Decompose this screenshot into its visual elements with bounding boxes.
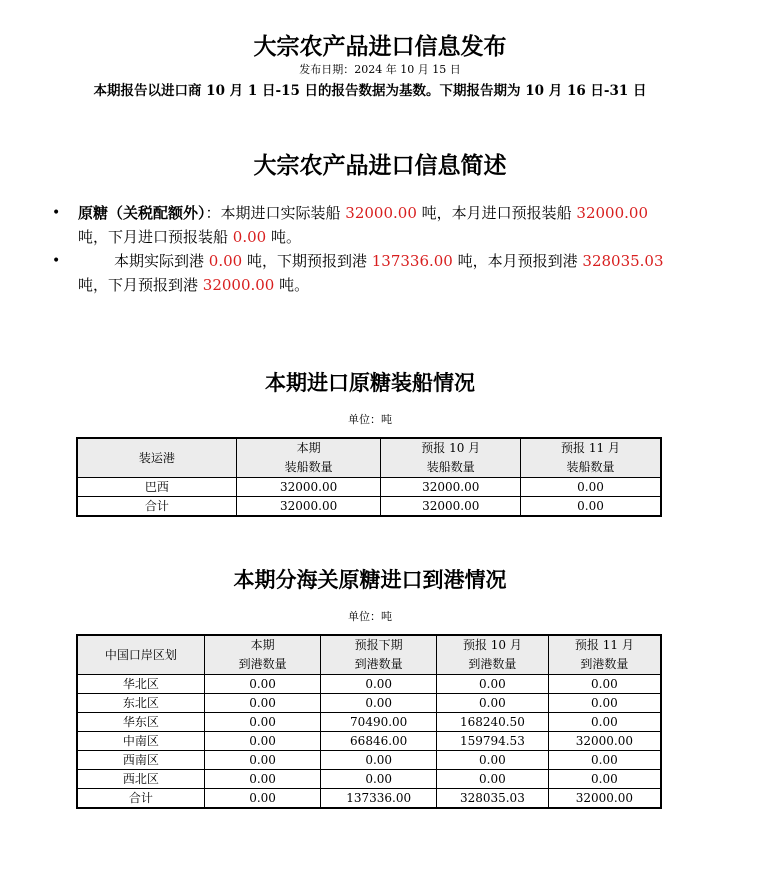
cell: 159794.53 xyxy=(437,732,549,751)
cell: 70490.00 xyxy=(321,713,437,732)
summary-text: 吨。 xyxy=(274,276,310,294)
cell: 合计 xyxy=(77,789,204,809)
cell: 66846.00 xyxy=(321,732,437,751)
summary-text: 吨。 xyxy=(266,228,301,246)
cell: 32000.00 xyxy=(236,478,381,497)
cell: 华东区 xyxy=(77,713,204,732)
arrival-table xyxy=(76,634,662,809)
summary-text: 吨，下月预报到港 xyxy=(78,276,203,294)
cell: 0.00 xyxy=(204,770,320,789)
cell: 32000.00 xyxy=(381,478,521,497)
summary-text: 吨，本月进口预报装船 xyxy=(416,204,577,222)
header-line: 到港数量 xyxy=(238,657,287,671)
value-next-period-arrival: 137336.00 xyxy=(371,252,453,270)
cell: 东北区 xyxy=(77,694,204,713)
cell: 168240.50 xyxy=(437,713,549,732)
table-row xyxy=(77,478,661,497)
cell: 0.00 xyxy=(548,713,661,732)
value-actual-arrived: 0.00 xyxy=(208,252,243,270)
header-line: 本期 xyxy=(250,638,275,652)
header-next-period xyxy=(321,635,437,675)
cell: 32000.00 xyxy=(381,497,521,517)
cell: 0.00 xyxy=(548,770,661,789)
summary-list xyxy=(52,201,667,297)
cell: 0.00 xyxy=(437,770,549,789)
cell: 0.00 xyxy=(204,694,320,713)
bullet-icon: • xyxy=(52,253,61,269)
cell: 0.00 xyxy=(521,497,661,517)
summary-text: ：本期进口实际装船 xyxy=(205,204,346,222)
header-oct xyxy=(381,438,521,478)
cell: 西南区 xyxy=(77,751,204,770)
value-next-month-arrival: 32000.00 xyxy=(202,276,275,294)
header-oct xyxy=(437,635,549,675)
header-line: 预报 10 月 xyxy=(462,638,522,652)
header-port: 装运港 xyxy=(77,438,236,478)
arrival-section-title: 本期分海关原糖进口到港情况 xyxy=(233,567,507,592)
header-line: 预报 11 月 xyxy=(561,441,620,455)
shipping-section-title: 本期进口原糖装船情况 xyxy=(265,370,475,395)
cell: 0.00 xyxy=(521,478,661,497)
cell: 合计 xyxy=(77,497,236,517)
product-label: 原糖（关税配额外） xyxy=(78,204,206,222)
summary-item-arrivals xyxy=(52,249,667,297)
cell: 0.00 xyxy=(548,694,661,713)
cell: 0.00 xyxy=(321,751,437,770)
table-row xyxy=(77,694,661,713)
cell: 0.00 xyxy=(548,675,661,694)
header-line: 预报 10 月 xyxy=(421,441,481,455)
value-month-forecast-shipped: 32000.00 xyxy=(576,204,648,222)
header-line: 装船数量 xyxy=(426,460,475,474)
summary-text: 吨，下月进口预报装船 xyxy=(78,228,233,246)
table-row xyxy=(77,713,661,732)
cell: 0.00 xyxy=(437,675,549,694)
shipping-unit-label: 单位：吨 xyxy=(348,413,392,426)
header-line: 到港数量 xyxy=(354,657,403,671)
cell: 32000.00 xyxy=(236,497,381,517)
page-title: 大宗农产品进口信息发布 xyxy=(253,33,507,60)
header-line: 到港数量 xyxy=(580,657,629,671)
value-actual-shipped: 32000.00 xyxy=(345,204,417,222)
bullet-icon: • xyxy=(52,205,61,221)
cell: 0.00 xyxy=(321,694,437,713)
header-line: 装船数量 xyxy=(566,460,615,474)
table-row-total xyxy=(77,497,661,517)
header-line: 装船数量 xyxy=(284,460,333,474)
summary-item-raw-sugar xyxy=(52,201,667,249)
cell: 32000.00 xyxy=(548,732,661,751)
cell: 0.00 xyxy=(204,732,320,751)
cell: 中南区 xyxy=(77,732,204,751)
table-row xyxy=(77,770,661,789)
table-row xyxy=(77,732,661,751)
cell: 0.00 xyxy=(204,713,320,732)
cell: 0.00 xyxy=(437,751,549,770)
cell: 32000.00 xyxy=(548,789,661,809)
cell: 0.00 xyxy=(321,675,437,694)
cell: 0.00 xyxy=(437,694,549,713)
value-next-month-forecast-shipped: 0.00 xyxy=(232,228,267,246)
report-period-notice: 本期报告以进口商 10 月 1 日-15 日的报告数据为基数。下期报告期为 10 月 16 日-31 日 xyxy=(93,83,647,99)
cell: 华北区 xyxy=(77,675,204,694)
cell: 328035.03 xyxy=(437,789,549,809)
publish-date: 发布日期：2024 年 10 月 15 日 xyxy=(299,63,461,76)
cell: 0.00 xyxy=(548,751,661,770)
cell: 西北区 xyxy=(77,770,204,789)
table-header-row xyxy=(77,438,661,478)
header-line: 本期 xyxy=(296,441,321,455)
cell: 0.00 xyxy=(204,789,320,809)
table-header-row xyxy=(77,635,661,675)
table-row-total xyxy=(77,789,661,809)
summary-text: 吨，本月预报到港 xyxy=(452,252,583,270)
header-nov xyxy=(521,438,661,478)
shipping-table xyxy=(76,437,662,517)
cell: 0.00 xyxy=(321,770,437,789)
header-current xyxy=(236,438,381,478)
table-row xyxy=(77,751,661,770)
cell: 0.00 xyxy=(204,751,320,770)
header-line: 预报下期 xyxy=(354,638,403,652)
table-row xyxy=(77,675,661,694)
summary-text: 本期实际到港 xyxy=(114,252,209,270)
header-line: 到港数量 xyxy=(468,657,517,671)
summary-title: 大宗农产品进口信息简述 xyxy=(253,152,507,179)
summary-text: 吨，下期预报到港 xyxy=(242,252,372,270)
header-nov xyxy=(548,635,661,675)
value-month-arrival: 328035.03 xyxy=(582,252,664,270)
arrival-unit-label: 单位：吨 xyxy=(348,610,392,623)
header-region: 中国口岸区划 xyxy=(77,635,204,675)
header-current xyxy=(204,635,320,675)
cell: 0.00 xyxy=(204,675,320,694)
cell: 巴西 xyxy=(77,478,236,497)
header-line: 预报 11 月 xyxy=(574,638,634,652)
cell: 137336.00 xyxy=(321,789,437,809)
